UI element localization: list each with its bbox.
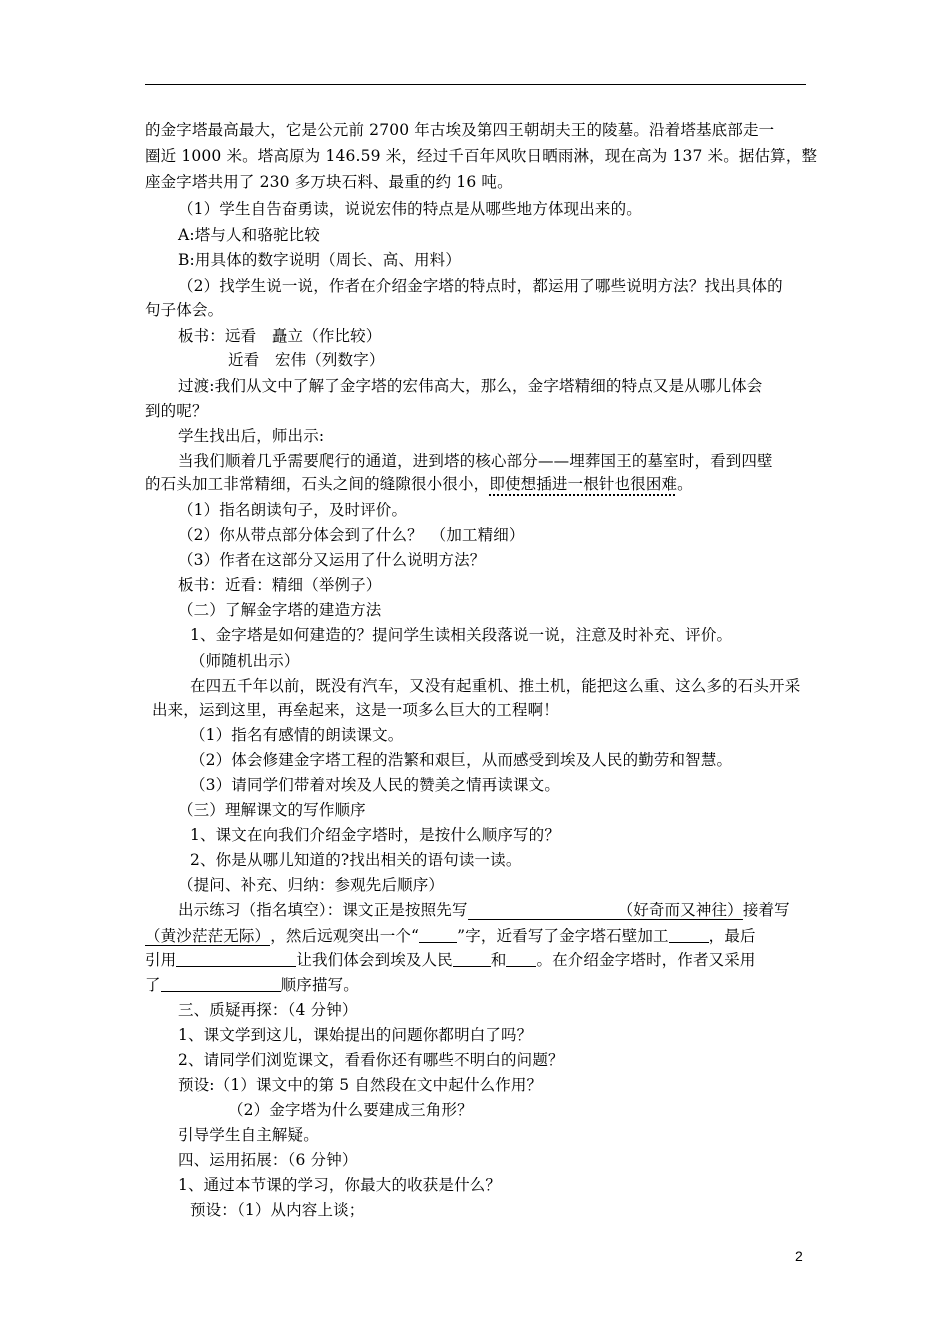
body-text-line: （师随机出示） — [190, 652, 300, 670]
exercise-text: 顺序描写。 — [280, 976, 359, 994]
blackboard-line: 近看 宏伟（列数字） — [228, 351, 385, 369]
body-text-line: （3）请同学们带着对埃及人民的赞美之情再读课文。 — [190, 776, 560, 794]
body-text-line: 座金字塔共用了 230 多万块石料、最重的约 16 吨。 — [145, 173, 513, 191]
body-text-line: A:塔与人和骆驼比较 — [178, 226, 320, 244]
fill-blank — [506, 950, 536, 967]
quote-line: 在四五千年以前，既没有汽车，又没有起重机、推土机，能把这么重、这么多的石头开采 — [190, 677, 801, 695]
body-text-line: 预设:（1）课文中的第 5 自然段在文中起什么作用？ — [178, 1076, 543, 1094]
exercise-text: 引用 — [145, 951, 177, 969]
body-text-line: （1）学生自告奋勇读，说说宏伟的特点是从哪些地方体现出来的。 — [178, 200, 642, 218]
body-text-line: 1、课文在向我们介绍金字塔时，是按什么顺序写的？ — [190, 826, 560, 844]
exercise-line-2 — [145, 926, 810, 946]
exercise-text: ，最后 — [708, 927, 756, 945]
body-text-line: （2）金字塔为什么要建成三角形？ — [228, 1101, 473, 1119]
body-text-line: 引导学生自主解疑。 — [178, 1126, 319, 1144]
fill-blank — [453, 950, 491, 967]
exercise-text: 接着写 — [742, 901, 790, 919]
exercise-text: ”字，近看写了金字塔石壁加工 — [457, 927, 669, 945]
body-text-line: 2、你是从哪儿知道的?找出相关的语句读一读。 — [190, 851, 522, 869]
fill-blank — [161, 975, 281, 992]
section-heading: 四、运用拓展：（6 分钟） — [178, 1151, 358, 1169]
quote-plain: 的石头加工非常精细，石头之间的缝隙很小很小， — [145, 475, 490, 493]
fill-blank — [669, 926, 709, 943]
exercise-text: 出示练习（指名填空）：课文正是按照先写 — [178, 901, 468, 919]
body-text-line: （1）指名有感情的朗读课文。 — [190, 726, 404, 744]
body-text-line: 1、金字塔是如何建造的？提问学生读相关段落说一说，注意及时补充、评价。 — [190, 626, 733, 644]
exercise-text: 了 — [145, 976, 161, 994]
body-text-line: （3）作者在这部分又运用了什么说明方法？ — [178, 551, 486, 569]
exercise-line-1 — [178, 900, 843, 920]
exercise-text: 。在介绍金字塔时，作者又采用 — [536, 951, 756, 969]
section-heading: 三、质疑再探：（4 分钟） — [178, 1001, 358, 1019]
body-text-line: （2）你从带点部分体会到了什么？ （加工精细） — [178, 526, 525, 544]
body-text-line: （2）找学生说一说，作者在介绍金字塔的特点时，都运用了哪些说明方法？找出具体的 — [178, 277, 783, 295]
body-text-line: 1、课文学到这儿，课始提出的问题你都明白了吗？ — [178, 1026, 533, 1044]
quote-end: 。 — [677, 475, 693, 493]
quote-line-dotted — [145, 474, 810, 494]
body-text-line: 圈近 1000 米。塔高原为 146.59 米，经过千百年风吹日晒雨淋，现在高为 137 米。据估算，整 — [145, 147, 818, 165]
body-text-line: 过渡:我们从文中了解了金字塔的宏伟高大，那么，金字塔精细的特点又是从哪儿体会 — [178, 377, 763, 395]
quote-line: 出来，运到这里，再垒起来，这是一项多么巨大的工程啊！ — [152, 701, 559, 719]
exercise-text: 和 — [490, 951, 507, 969]
body-text-line: 到的呢？ — [145, 402, 208, 420]
body-text-line: 预设：（1）从内容上谈； — [190, 1201, 365, 1219]
fill-blank — [419, 926, 457, 943]
section-heading: （二）了解金字塔的建造方法 — [178, 601, 382, 619]
exercise-text: ，然后远观突出一个“ — [270, 927, 420, 945]
body-text-line: （提问、补充、归纳：参观先后顺序） — [178, 876, 445, 894]
header-rule — [145, 84, 806, 85]
fill-blank — [176, 950, 296, 967]
exercise-text: 让我们体会到埃及人民 — [296, 951, 453, 969]
body-text-line: B:用具体的数字说明（周长、高、用料） — [178, 251, 461, 269]
section-heading: （三）理解课文的写作顺序 — [178, 801, 366, 819]
body-text-line: （1）指名朗读句子，及时评价。 — [178, 501, 408, 519]
emphasis-dotted-text: 即使想插进一根针也很困难 — [489, 475, 678, 493]
exercise-line-4 — [145, 975, 810, 995]
quote-line: 当我们顺着几乎需要爬行的通道，进到塔的核心部分——埋葬国王的墓室时，看到四壁 — [178, 452, 773, 470]
body-text-line: 1、通过本节课的学习，你最大的收获是什么？ — [178, 1176, 502, 1194]
blackboard-line: 板书：近看：精细（举例子） — [178, 576, 382, 594]
body-text-line: 2、请同学们浏览课文，看看你还有哪些不明白的问题？ — [178, 1051, 564, 1069]
body-text-line: （2）体会修建金字塔工程的浩繁和艰巨，从而感受到埃及人民的勤劳和智慧。 — [190, 751, 733, 769]
exercise-line-3 — [145, 950, 810, 970]
blackboard-line: 板书：远看 矗立（作比较） — [178, 327, 382, 345]
fill-blank-answer: （黄沙茫茫无际） — [145, 927, 271, 945]
body-text-line: 的金字塔最高最大，它是公元前 2700 年古埃及第四王朝胡夫王的陵墓。沿着塔基底部走一 — [145, 121, 775, 139]
body-text-line: 句子体会。 — [145, 301, 224, 319]
fill-blank-answer: （好奇而又神往） — [468, 901, 743, 920]
page-number: 2 — [795, 1248, 803, 1264]
body-text-line: 学生找出后，师出示: — [178, 427, 325, 445]
